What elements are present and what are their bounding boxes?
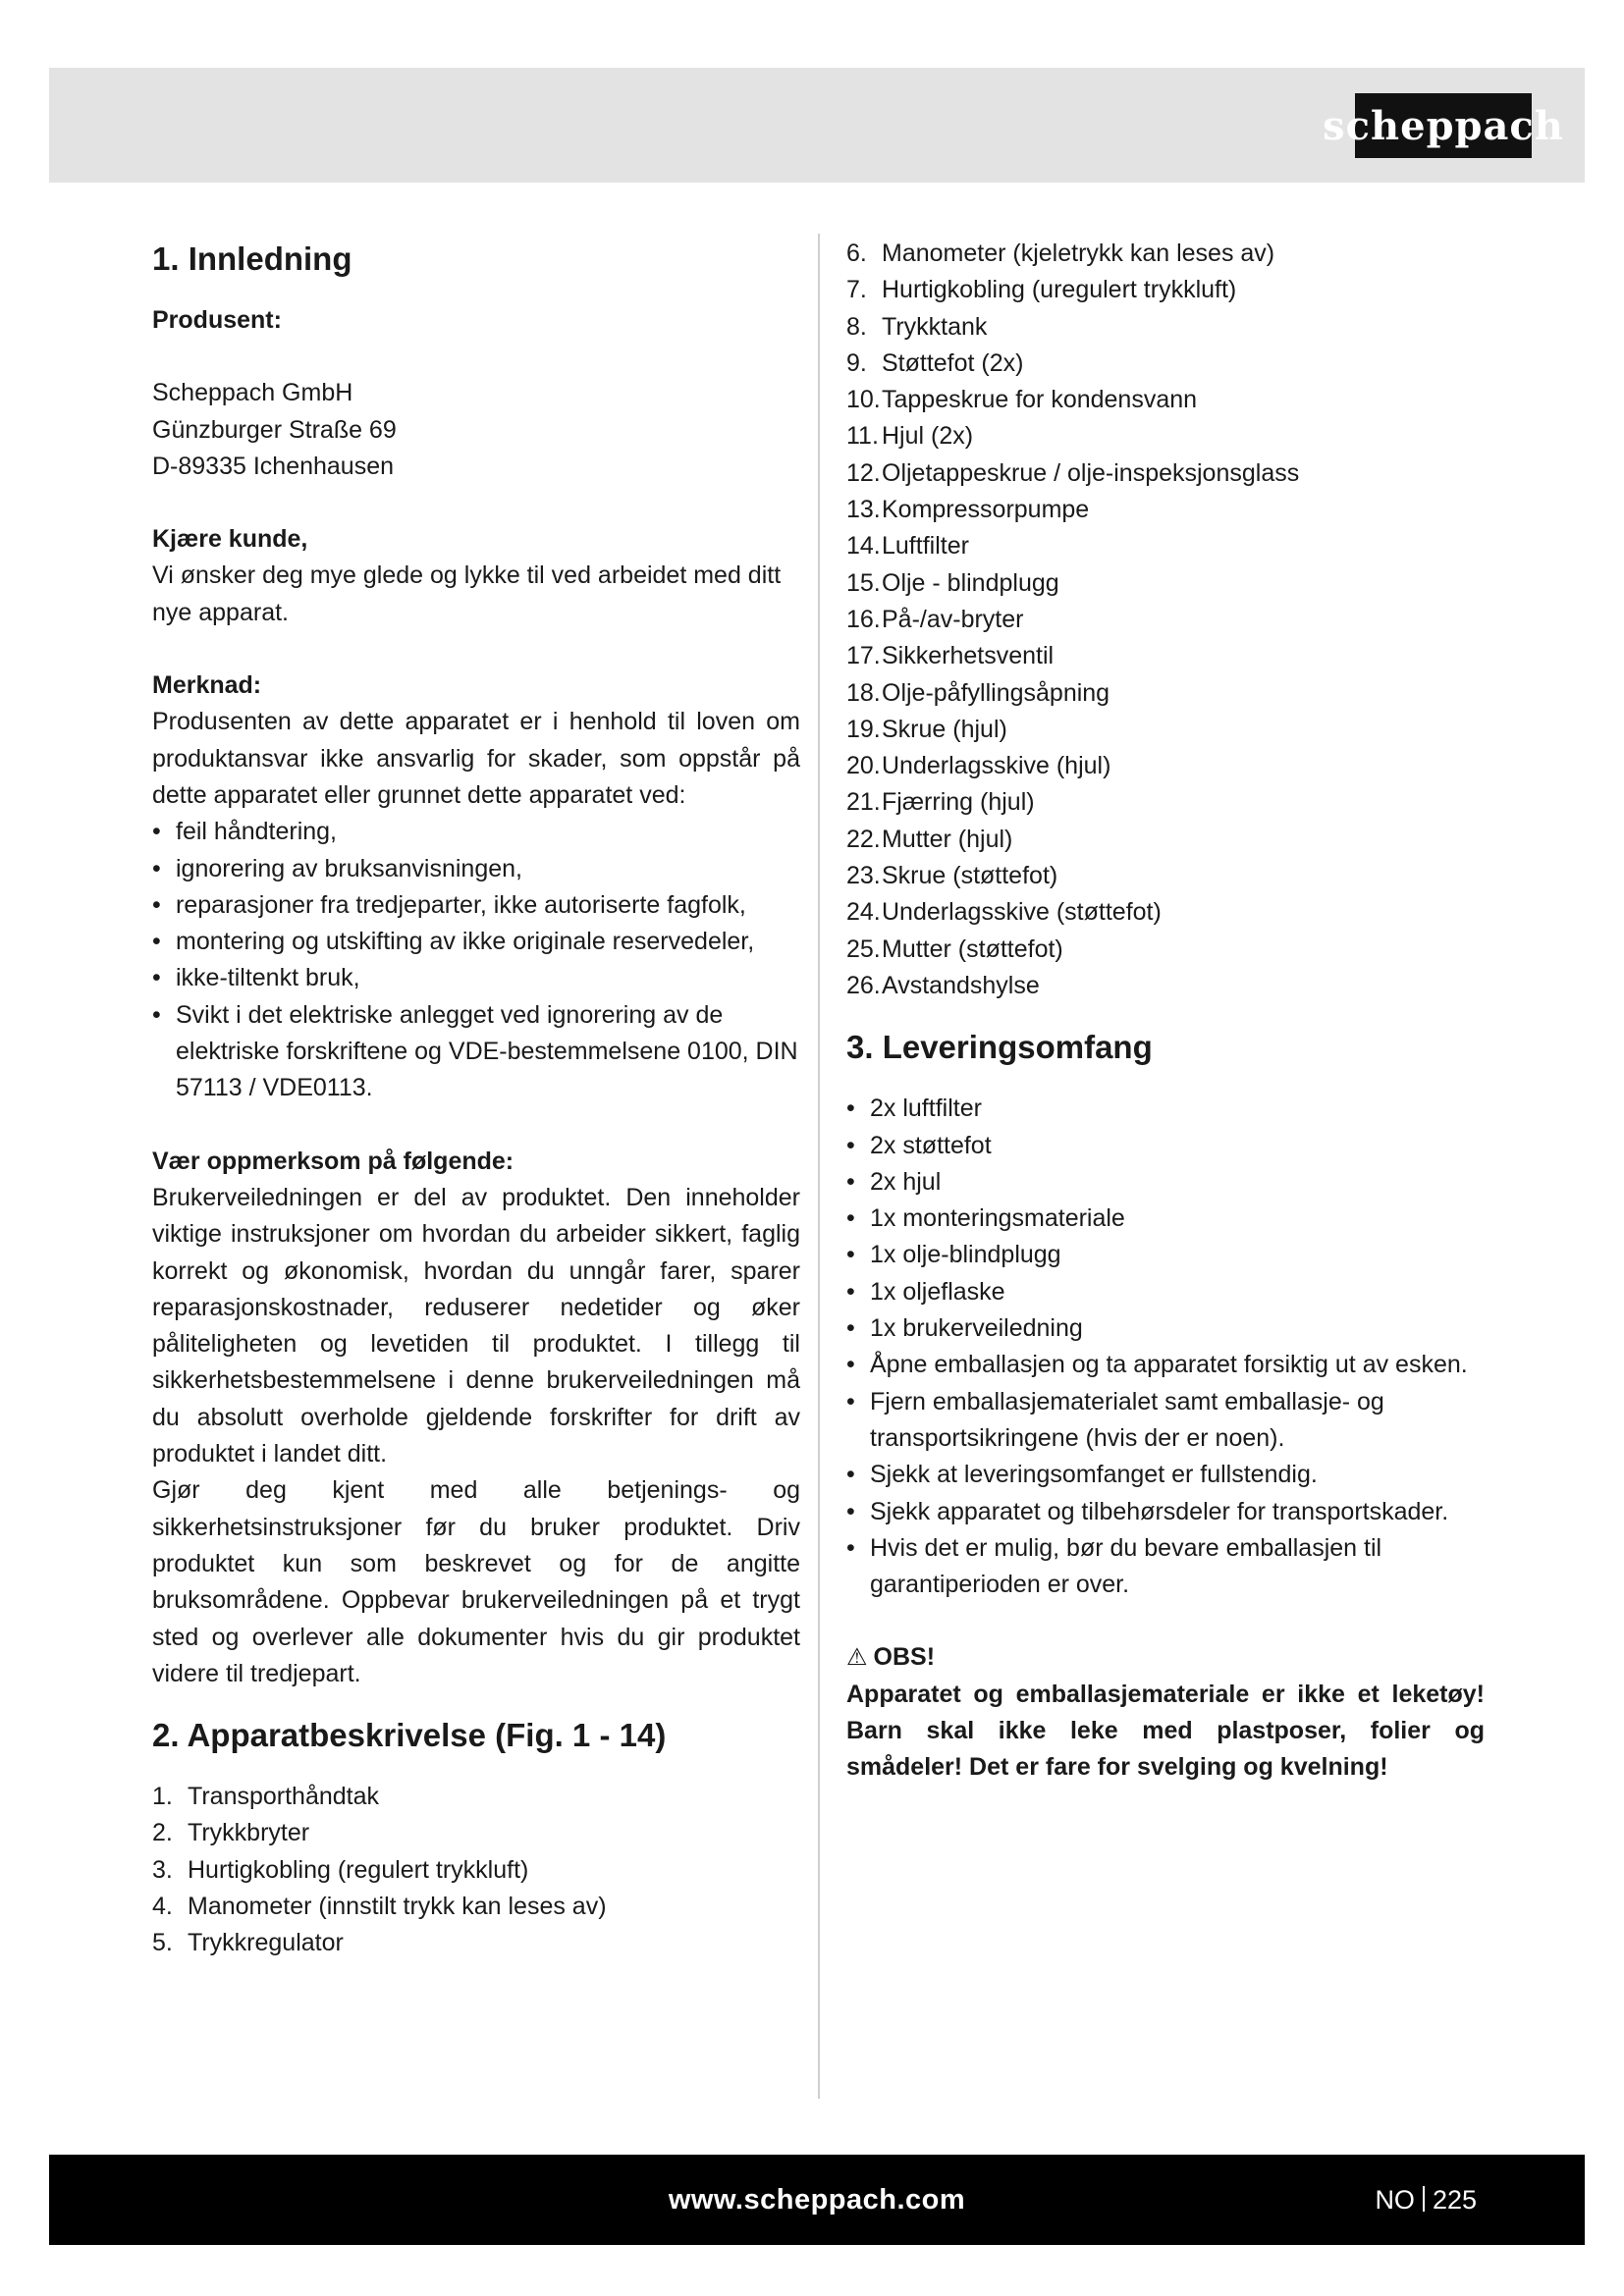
manufacturer-label: Produsent: — [152, 306, 282, 334]
list-item: • ignorering av bruksanvisningen, — [152, 851, 800, 887]
list-item: 13.Kompressorpumpe — [846, 496, 1090, 524]
list-item: • Hvis det er mulig, bør du bevare emballasjen til garantiperioden er over. — [846, 1530, 1485, 1604]
list-item: 7. Hurtigkobling (uregulert trykkluft) — [846, 276, 1237, 304]
section-3-title: 3. Leveringsomfang — [846, 1029, 1153, 1066]
list-item: • Sjekk apparatet og tilbehørsdeler for transportskader. — [846, 1494, 1485, 1530]
list-item: • Fjern emballasjematerialet samt emballasje- og transportsikringene (hvis der er noen). — [846, 1384, 1485, 1458]
left-column — [152, 236, 800, 1962]
list-item: 11. Hjul (2x) — [846, 422, 974, 451]
manufacturer-address — [152, 375, 800, 485]
list-item: • montering og utskifting av ikke originale reservedeler, — [152, 924, 800, 960]
list-item: 10.Tappeskrue for kondensvann — [846, 386, 1198, 414]
address-line: Günzburger Straße 69 — [152, 415, 397, 444]
page-value: 225 — [1432, 2185, 1477, 2215]
note-text: Produsenten av dette apparatet er i henhold til loven om produktansvar ikke ansvarlig for skader, som oppstår på dette apparatet eller grunnet dette apparatet ved: — [152, 708, 800, 809]
list-item: 3. Hurtigkobling (regulert trykkluft) — [152, 1855, 529, 1884]
parts-list-right — [846, 236, 1485, 1004]
section-1-title: 1. Innledning — [152, 240, 352, 277]
list-item: 12.Oljetappeskrue / olje-inspeksjonsglass — [846, 458, 1300, 487]
note-label: Merknad: — [152, 671, 262, 700]
list-item: • 1x brukerveiledning — [846, 1310, 1485, 1347]
attention-text: Brukerveiledningen er del av produktet. Den inneholder viktige instruksjoner om hvordan du arbeider sikkert, faglig korrekt og økonomisk, hvordan du unngår farer, sparer reparasjonskostnader, reduserer nedetider og øker påliteligheten og levetiden til produktet. I tillegg til sikkerhetsbestemmelsene i denne brukerveiledningen må du absolutt overholde gjeldende forskrifter for drift av produktet i landet ditt. — [152, 1183, 800, 1468]
language-code: NO — [1375, 2185, 1415, 2215]
list-item: 6. Manometer (kjeletrykk kan leses av) — [846, 240, 1275, 267]
dear-customer-text: Vi ønsker deg mye glede og lykke til ved arbeidet med ditt nye apparat. — [152, 561, 782, 626]
list-item: 20.Underlagsskive (hjul) — [846, 752, 1111, 780]
list-item: 24.Underlagsskive (støttefot) — [846, 898, 1162, 927]
header-band — [49, 68, 1585, 183]
list-item: 25.Mutter (støttefot) — [846, 934, 1063, 963]
list-item: • Åpne emballasjen og ta apparatet forsiktig ut av esken. — [846, 1347, 1485, 1383]
list-item: 22.Mutter (hjul) — [846, 825, 1013, 853]
list-item: 14.Luftfilter — [846, 532, 969, 561]
list-item: 4. Manometer (innstilt trykk kan leses av) — [152, 1892, 607, 1920]
right-column — [846, 236, 1485, 1787]
warning-triangle-icon: ⚠ — [846, 1644, 868, 1672]
brand-logo: scheppach — [1355, 93, 1532, 158]
liability-list — [152, 814, 800, 1106]
list-item: 23.Skrue (støttefot) — [846, 862, 1058, 890]
list-item: • feil håndtering, — [152, 814, 800, 850]
address-line: D-89335 Ichenhausen — [152, 452, 395, 480]
attention-text-2: Gjør deg kjent med alle betjenings- og sikkerhetsinstruksjoner før du bruker produktet. Driv produktet kun som beskrevet og for de angitte bruksområdene. Oppbevar brukerveiledningen på et trygt sted og overlever alle dokumenter hvis du gir produktet videre til tredjepart. — [152, 1476, 800, 1687]
list-item: 19.Skrue (hjul) — [846, 715, 1007, 743]
page-number — [1375, 2155, 1477, 2245]
list-item: 16.På-/av-bryter — [846, 605, 1024, 633]
list-item: 15.Olje - blindplugg — [846, 568, 1059, 597]
obs-heading — [846, 1639, 1485, 1676]
list-item: • 2x støttefot — [846, 1128, 1485, 1164]
scope-of-delivery-list — [846, 1091, 1485, 1603]
obs-text: Apparatet og emballasjemateriale er ikke et leketøy! Barn skal ikke leke med plastposer, folier og smådeler! Det er fare for svelging og kvelning! — [846, 1680, 1485, 1782]
list-item: • reparasjoner fra tredjeparter, ikke autoriserte fagfolk, — [152, 887, 800, 924]
list-item: 2. Trykkbryter — [152, 1819, 310, 1847]
list-item: 8. Trykktank — [846, 312, 988, 341]
list-item: 5. Trykkregulator — [152, 1929, 344, 1957]
list-item: • Svikt i det elektriske anlegget ved ignorering av de elektriske forskriftene og VDE-bestemmelsene 0100, DIN 57113 / VDE0113. — [152, 997, 800, 1107]
list-item: • ikke-tiltenkt bruk, — [152, 960, 800, 996]
list-item: • 2x hjul — [846, 1164, 1485, 1201]
list-item: 18.Olje-påfyllingsåpning — [846, 678, 1110, 707]
list-item: • 1x monteringsmateriale — [846, 1201, 1485, 1237]
address-line: Scheppach GmbH — [152, 379, 353, 407]
list-item: • 1x olje-blindplugg — [846, 1237, 1485, 1273]
footer-band — [49, 2155, 1585, 2245]
list-item: 21.Fjærring (hjul) — [846, 788, 1035, 817]
column-divider — [818, 234, 820, 2099]
list-item: • 1x oljeflaske — [846, 1274, 1485, 1310]
attention-label: Vær oppmerksom på følgende: — [152, 1147, 514, 1175]
section-2-title: 2. Apparatbeskrivelse (Fig. 1 - 14) — [152, 1717, 667, 1754]
list-item: 26.Avstandshylse — [846, 971, 1040, 999]
list-item: • Sjekk at leveringsomfanget er fullstendig. — [846, 1457, 1485, 1493]
list-item: • 2x luftfilter — [846, 1091, 1485, 1127]
list-item: 9. Støttefot (2x) — [846, 348, 1024, 377]
parts-list-left — [152, 1779, 800, 1961]
list-item: 1. Transporthåndtak — [152, 1783, 380, 1811]
footer-website-link[interactable]: www.scheppach.com — [668, 2184, 966, 2216]
obs-label: OBS! — [873, 1643, 936, 1672]
dear-customer-label: Kjære kunde, — [152, 525, 308, 554]
list-item: 17.Sikkerhetsventil — [846, 642, 1055, 670]
